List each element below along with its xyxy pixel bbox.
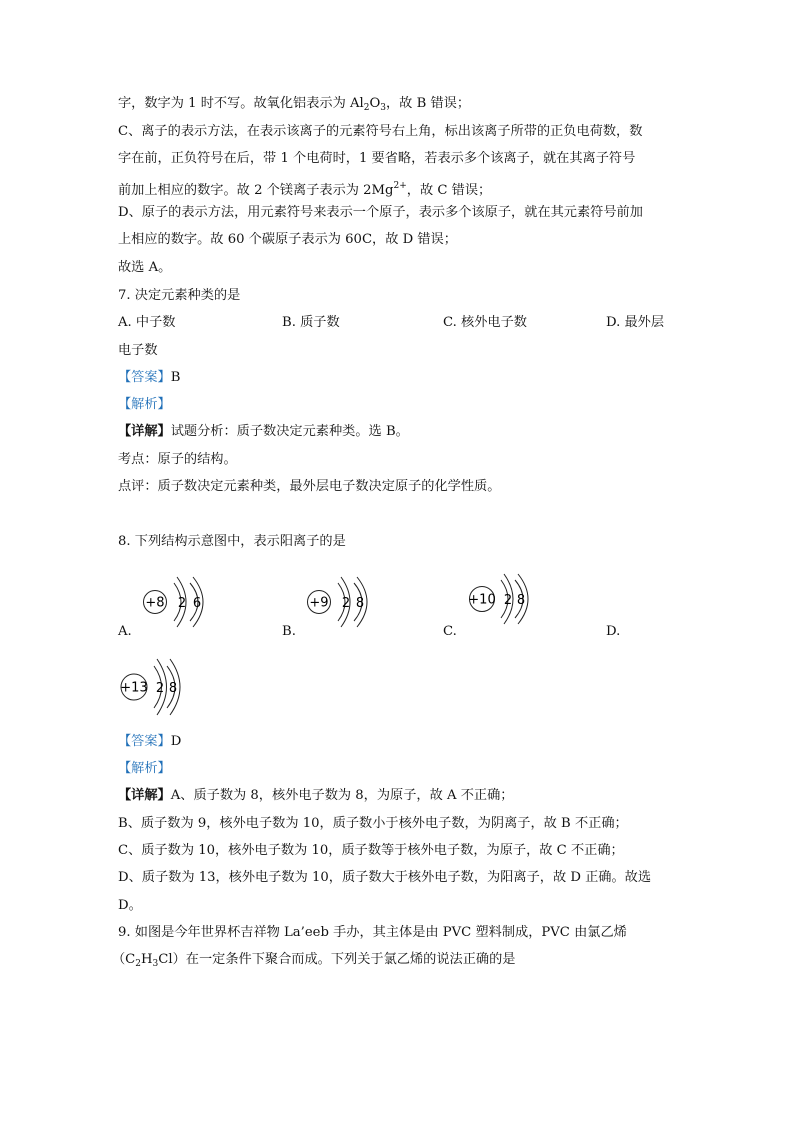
question-7-stem: 7. 决定元素种类的是 (118, 288, 241, 303)
atom-diagram-a (140, 565, 210, 635)
q8-detail-a: 【详解】A、质子数为 8，核外电子数为 8，为原子，故 A 不正确； (118, 788, 514, 803)
question-8-stem: 8. 下列结构示意图中，表示阳离子的是 (118, 534, 346, 549)
text-line: 前加上相应的数字。故 2 个镁离子表示为 $2Mg^{2+}$，故 C 错误； (118, 181, 492, 198)
q8-option-d: D. (606, 624, 621, 639)
q8-option-b: B. (282, 624, 296, 639)
q8-option-c: C. (443, 624, 457, 639)
q8-detail-d-wrap: D。 (118, 898, 142, 913)
text-line: 上相应的数字。故 60 个碳原子表示为 60C，故 D 错误； (118, 232, 457, 247)
shell-electrons-1: 2 (341, 596, 351, 611)
text-line: 故选 A。 (118, 260, 172, 275)
text-line: C、离子的表示方法，在表示该离子的元素符号右上角，标出该离子所带的正负电荷数，数 (118, 124, 643, 139)
q7-option-c: C. 核外电子数 (443, 315, 527, 330)
shell-electrons-1: 2 (177, 596, 187, 611)
question-9-stem-cont: $(C_2H_3Cl)$在一定条件下聚合而成。下列关于氯乙烯的说法正确的是 (112, 952, 516, 969)
q7-kaodian: 考点：原子的结构。 (118, 452, 237, 467)
shell-electrons-2: 8 (516, 593, 526, 608)
q8-detail-c: C、质子数为 10，核外电子数为 10，质子数等于核外电子数，为原子，故 C 不正确； (118, 843, 624, 858)
q8-option-a: A. (118, 624, 132, 639)
question-9-stem: 9. 如图是今年世界杯吉祥物 La’eeb 手办，其主体是由 PVC 塑料制成，PVC 由氯乙烯 (118, 925, 627, 940)
q8-detail-d: D、质子数为 13，核外电子数为 10，质子数大于核外电子数，为阳离子，故 D 正确。故选 (118, 870, 652, 885)
shell-electrons-2: 8 (168, 681, 178, 696)
text-line: 字在前，正负符号在后，带 1 个电荷时，1 要省略，若表示多个该离子，就在其离子符号 (118, 151, 636, 166)
nucleus-charge: +13 (120, 680, 148, 696)
q7-option-d: D. 最外层 (606, 315, 665, 330)
q7-answer: 【答案】B (118, 370, 181, 385)
q7-dianping: 点评：质子数决定元素种类，最外层电子数决定原子的化学性质。 (118, 479, 501, 494)
shell-electrons-1: 2 (503, 593, 513, 608)
q8-detail-b: B、质子数为 9，核外电子数为 10，质子数小于核外电子数，为阴离子，故 B 不正确； (118, 816, 628, 831)
atom-diagram-d (114, 649, 184, 724)
q7-option-b: B. 质子数 (282, 315, 340, 330)
atom-diagram-c (464, 562, 534, 632)
q7-analysis-tag: 【解析】 (118, 397, 171, 412)
shell-electrons-2: 6 (192, 596, 202, 611)
q7-option-a: A. 中子数 (118, 315, 176, 330)
nucleus-charge: +8 (145, 595, 165, 611)
atom-diagram-b (302, 565, 372, 635)
text-line: D、原子的表示方法，用元素符号来表示一个原子，表示多个该原子，就在其元素符号前加 (118, 205, 643, 220)
nucleus-charge: +10 (468, 592, 496, 608)
q7-detail: 【详解】试题分析：质子数决定元素种类。选 B。 (118, 424, 409, 439)
text-line: 字，数字为 1 时不写。故氧化铝表示为 $Al_2O_3$，故 B 错误； (118, 96, 471, 113)
shell-electrons-2: 8 (355, 596, 365, 611)
q8-analysis-tag: 【解析】 (118, 761, 171, 776)
q7-option-d-wrap: 电子数 (118, 343, 158, 358)
nucleus-charge: +9 (309, 595, 329, 611)
q8-answer: 【答案】D (118, 734, 182, 749)
shell-electrons-1: 2 (155, 681, 165, 696)
